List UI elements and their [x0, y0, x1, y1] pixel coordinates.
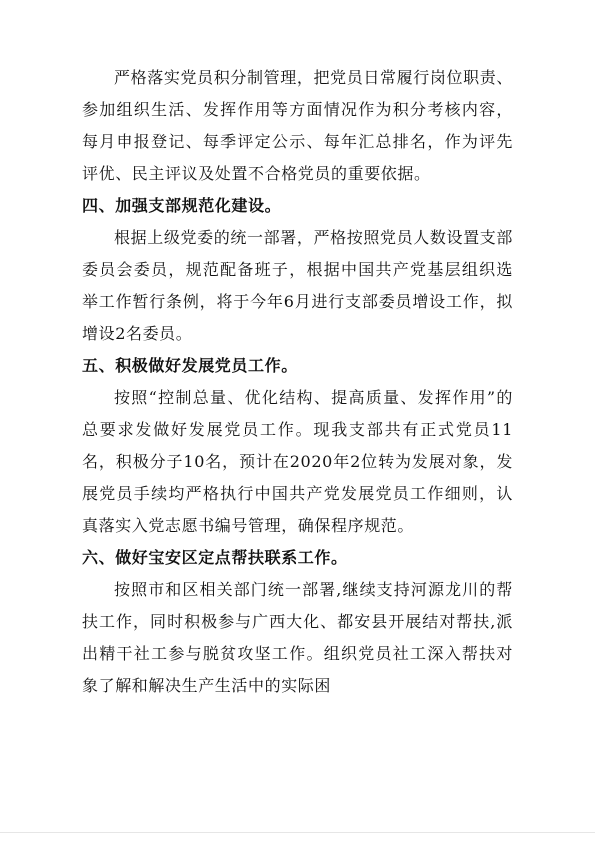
section-heading-5: 五、积极做好发展党员工作。 [82, 356, 298, 375]
section-heading-6: 六、做好宝安区定点帮扶联系工作。 [82, 548, 348, 567]
paragraph-member-development: 按照“控制总量、优化结构、提高质量、发挥作用”的总要求发做好发展党员工作。现我支部共有正式党员11名，积极分子10名，预计在2020年2位转为发展对象，发展党员手续均严格执行中国共产党发展党员工作细则，认真落实入党志愿书编号管理，确保程序规范。 [82, 388, 513, 535]
section-heading-4: 四、加强支部规范化建设。 [82, 196, 282, 215]
paragraph-points-management: 严格落实党员积分制管理，把党员日常履行岗位职责、参加组织生活、发挥作用等方面情况作为积分考核内容，每月申报登记、每季评定公示、每年汇总排名，作为评先评优、民主评议及处置不合格党员的重要依据。 [82, 68, 513, 183]
page-bottom-divider [0, 832, 595, 833]
paragraph-assistance-work: 按照市和区相关部门统一部署,继续支持河源龙川的帮扶工作，同时积极参与广西大化、都安县开展结对帮扶,派出精干社工参与脱贫攻坚工作。组织党员社工深入帮扶对象了解和解决生产生活中的实际困 [82, 580, 513, 695]
paragraph-branch-standardization: 根据上级党委的统一部署，严格按照党员人数设置支部委员会委员，规范配备班子，根据中国共产党基层组织选举工作暂行条例，将于今年6月进行支部委员增设工作，拟增设2名委员。 [82, 228, 513, 343]
